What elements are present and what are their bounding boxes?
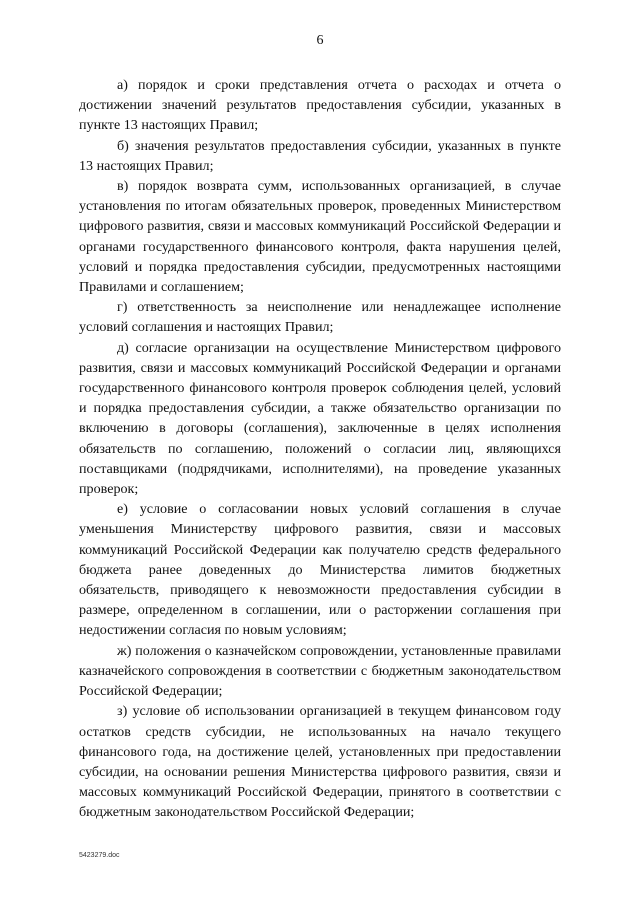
clause-e: е) условие о согласовании новых условий соглашения в случае уменьшения Министерству цифрового развития, связи и массовых коммуникаций Российской Федерации как получателю средств федерального бюджета ранее доведенных до Министерства лимитов бюджетных обязательств, приводящего к невозможности предоставления субсидии в размере, определенном в соглашении, или о расторжении соглашения при недостижении согласия по новым условиям; [79, 501, 561, 639]
clause-a: а) порядок и сроки представления отчета о расходах и отчета о достижении значений результатов предоставления субсидии, указанных в пункте 13 настоящих Правил; [79, 77, 561, 134]
page-number: 6 [316, 33, 324, 48]
clause-b: б) значения результатов предоставления субсидии, указанных в пункте 13 настоящих Правил; [79, 137, 561, 174]
clause-zh: ж) положения о казначейском сопровождении, установленные правилами казначейского сопровождения в соответствии с бюджетным законодательством Российской Федерации; [79, 642, 561, 700]
document-body [79, 75, 561, 823]
footer-filename: 5423279.doc [79, 852, 120, 859]
clause-d: д) согласие организации на осуществление Министерством цифрового развития, связи и массовых коммуникаций Российской Федерации и органами государственного финансового контроля проверок соблюдения целей, условий и порядка предоставления субсидии, а также обязательство организации по включению в договоры (соглашения), заключенные в целях исполнения обязательств по соглашению, положений о согласии лиц, являющихся поставщиками (подрядчиками, исполнителями), на проведение указанных проверок; [79, 339, 561, 498]
clause-g: г) ответственность за неисполнение или ненадлежащее исполнение условий соглашения и настоящих Правил; [79, 299, 561, 336]
clause-z: з) условие об использовании организацией в текущем финансовом году остатков средств субсидии, не использованных на начало текущего финансового года, на достижение целей, установленных при предоставлении субсидии, на основании решения Министерства цифрового развития, связи и массовых коммуникаций Российской Федерации, принятого в соответствии с бюджетным законодательством Российской Федерации; [79, 703, 561, 821]
clause-v: в) порядок возврата сумм, использованных организацией, в случае установления по итогам обязательных проверок, проведенных Министерством цифрового развития, связи и массовых коммуникаций Российской Федерации и органами государственного финансового контроля, факта нарушения целей, условий и порядка предоставления субсидии, предусмотренных настоящими Правилами и соглашением; [79, 178, 561, 296]
